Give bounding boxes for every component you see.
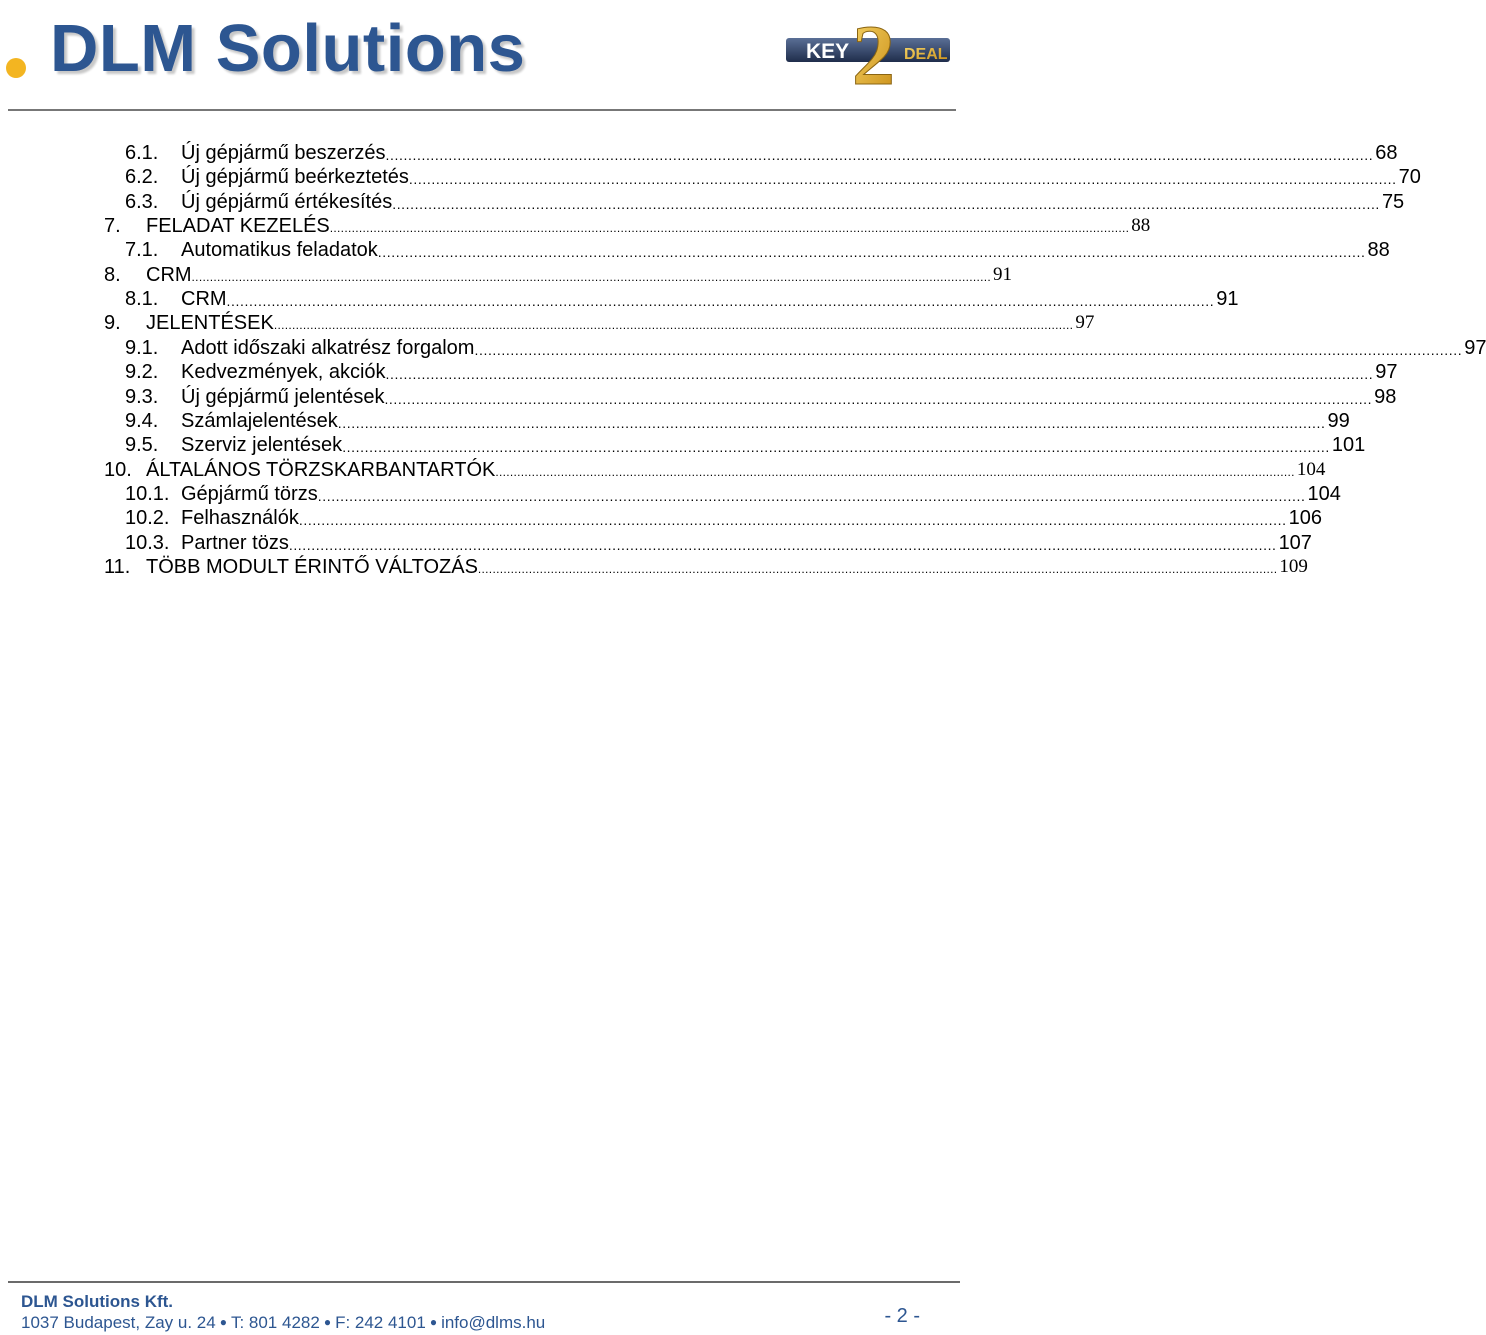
bullet-icon: ● xyxy=(219,1315,227,1329)
toc-page: 88 xyxy=(1131,215,1151,237)
toc-entry[interactable] xyxy=(0,506,1322,530)
logo-key-text: KEY xyxy=(806,40,850,63)
toc-number: 6.2. xyxy=(125,166,159,189)
toc-entry[interactable] xyxy=(0,458,1326,482)
toc-leader: ............................................................................................................................................................................................................................ xyxy=(384,390,1373,407)
toc-page: 70 xyxy=(1398,166,1421,189)
toc-entry[interactable] xyxy=(0,360,1398,384)
toc-number: 10.3. xyxy=(125,531,170,554)
toc-title: CRM xyxy=(146,263,192,286)
toc-leader: ............................................................................................................................................................................................................................ xyxy=(408,171,1397,188)
toc-leader: ............................................................................................................................................................................................................................ xyxy=(298,512,1287,529)
toc-number: 10.1. xyxy=(125,482,170,505)
toc-leader: ............................................................................................................................................................................................................................ xyxy=(337,414,1326,431)
toc-leader: ............................................................................................................................................................................................................................ xyxy=(342,439,1330,456)
toc-page: 98 xyxy=(1374,385,1397,408)
footer-contact xyxy=(21,1313,545,1333)
toc-number: 9.5. xyxy=(125,434,159,457)
toc-leader: ............................................................................................................................................................................................................................ xyxy=(317,487,1306,504)
toc-leader: ............................................................................................................................................................................................................................ xyxy=(377,244,1366,261)
footer-company: DLM Solutions Kft. xyxy=(21,1292,174,1311)
toc-title: Adott időszaki alkatrész forgalom xyxy=(181,336,475,359)
toc-page: 68 xyxy=(1375,142,1398,164)
toc-leader: ............................................................................................................................................................................................................................ xyxy=(385,366,1374,383)
toc-title: Szerviz jelentések xyxy=(181,434,343,457)
toc-entry[interactable] xyxy=(0,433,1366,457)
toc-title: ÁLTALÁNOS TÖRZSKARBANTARTÓK xyxy=(146,458,496,481)
toc-page: 107 xyxy=(1278,531,1312,554)
toc-entry[interactable] xyxy=(0,263,1013,287)
toc-entry[interactable] xyxy=(0,555,1308,579)
toc-leader: ............................................................................................................................................................................................................................ xyxy=(288,536,1277,553)
toc-page: 109 xyxy=(1279,555,1308,577)
header-divider xyxy=(8,109,956,111)
toc-entry[interactable] xyxy=(0,311,1095,335)
footer-email[interactable]: info@dlms.hu xyxy=(441,1313,546,1332)
toc-title: FELADAT KEZELÉS xyxy=(146,215,330,238)
toc-number: 7. xyxy=(104,215,121,238)
toc-page: 104 xyxy=(1307,482,1341,505)
toc-number: 10. xyxy=(104,458,132,481)
toc-page: 106 xyxy=(1288,507,1322,530)
toc-entry[interactable] xyxy=(0,238,1390,262)
toc-number: 8.1. xyxy=(125,288,159,311)
toc-page: 75 xyxy=(1381,190,1405,213)
toc-page: 91 xyxy=(1216,288,1239,311)
bullet-icon: ● xyxy=(323,1315,332,1329)
toc-leader: ............................................................................................................................................................................................................................ xyxy=(329,221,1130,236)
toc-number: 9.1. xyxy=(125,336,159,359)
toc-leader: ............................................................................................................................................................................................................................ xyxy=(226,293,1215,310)
toc-title: JELENTÉSEK xyxy=(146,312,274,335)
toc-title: Kedvezmények, akciók xyxy=(181,361,386,384)
toc-number: 9.4. xyxy=(125,409,159,432)
toc-leader: ............................................................................................................................................................................................................................ xyxy=(385,147,1374,163)
toc-page: 97 xyxy=(1464,336,1486,359)
toc-number: 10.2. xyxy=(125,507,170,530)
toc-entry[interactable] xyxy=(0,214,1151,238)
toc-title: Új gépjármű beszerzés xyxy=(181,142,386,164)
toc-title: Új gépjármű beérkeztetés xyxy=(181,166,409,189)
key2deal-logo xyxy=(784,2,954,103)
toc-page: 99 xyxy=(1327,409,1350,432)
toc-entry[interactable] xyxy=(0,141,1398,165)
toc-title: Felhasználók xyxy=(181,507,299,530)
toc-entry[interactable] xyxy=(0,287,1239,311)
toc-title: Új gépjármű jelentések xyxy=(181,385,385,408)
toc-number: 6.3. xyxy=(125,190,159,213)
toc-title: Gépjármű törzs xyxy=(181,482,318,505)
toc-entry[interactable] xyxy=(0,165,1421,189)
footer-address: 1037 Budapest, Zay u. 24 xyxy=(21,1313,216,1332)
toc-page: 88 xyxy=(1367,239,1390,262)
toc-leader: ............................................................................................................................................................................................................................ xyxy=(273,318,1074,333)
toc-title: CRM xyxy=(181,288,227,311)
toc-entry[interactable] xyxy=(0,482,1341,506)
toc-title: Automatikus feladatok xyxy=(181,239,378,262)
toc-entry[interactable] xyxy=(0,409,1350,433)
footer-phone: T: 801 4282 xyxy=(230,1313,320,1332)
bullet-icon: ● xyxy=(429,1315,438,1329)
toc-title: TÖBB MODULT ÉRINTŐ VÁLTOZÁS xyxy=(146,555,478,578)
toc-page: 104 xyxy=(1296,458,1326,480)
toc-number: 9.3. xyxy=(125,385,159,408)
toc-entry[interactable] xyxy=(0,336,1486,360)
toc-page: 97 xyxy=(1075,312,1095,334)
toc-entry[interactable] xyxy=(0,190,1405,214)
footer-fax: F: 242 4101 xyxy=(335,1313,426,1332)
toc-number: 8. xyxy=(104,263,121,286)
toc-leader: ............................................................................................................................................................................................................................ xyxy=(474,341,1463,358)
toc-leader: ............................................................................................................................................................................................................................ xyxy=(477,561,1278,576)
toc-number: 6.1. xyxy=(125,142,159,164)
toc-page: 91 xyxy=(993,263,1013,285)
toc-leader: ............................................................................................................................................................................................................................ xyxy=(392,195,1380,212)
footer-divider xyxy=(8,1281,960,1283)
toc-page: 101 xyxy=(1331,434,1366,457)
toc-title: Számlajelentések xyxy=(181,409,338,432)
page-number: - 2 - xyxy=(884,1305,920,1327)
brand-title: DLM Solutions xyxy=(50,11,526,86)
toc-number: 7.1. xyxy=(125,239,159,262)
toc-leader: ............................................................................................................................................................................................................................ xyxy=(495,464,1295,479)
logo-two-text: 2 xyxy=(852,7,895,103)
toc-number: 9. xyxy=(104,312,121,335)
toc-leader: ............................................................................................................................................................................................................................ xyxy=(191,269,992,284)
bullet-dot-icon xyxy=(6,58,26,78)
toc-entry[interactable] xyxy=(0,531,1312,555)
toc-number: 9.2. xyxy=(125,361,159,384)
toc-entry[interactable] xyxy=(0,385,1397,409)
logo-deal-text: DEAL xyxy=(904,46,948,63)
toc-title: Partner tözs xyxy=(181,531,289,554)
toc-number: 11. xyxy=(104,555,131,578)
toc-title: Új gépjármű értékesítés xyxy=(181,190,393,213)
toc-page: 97 xyxy=(1375,361,1398,384)
